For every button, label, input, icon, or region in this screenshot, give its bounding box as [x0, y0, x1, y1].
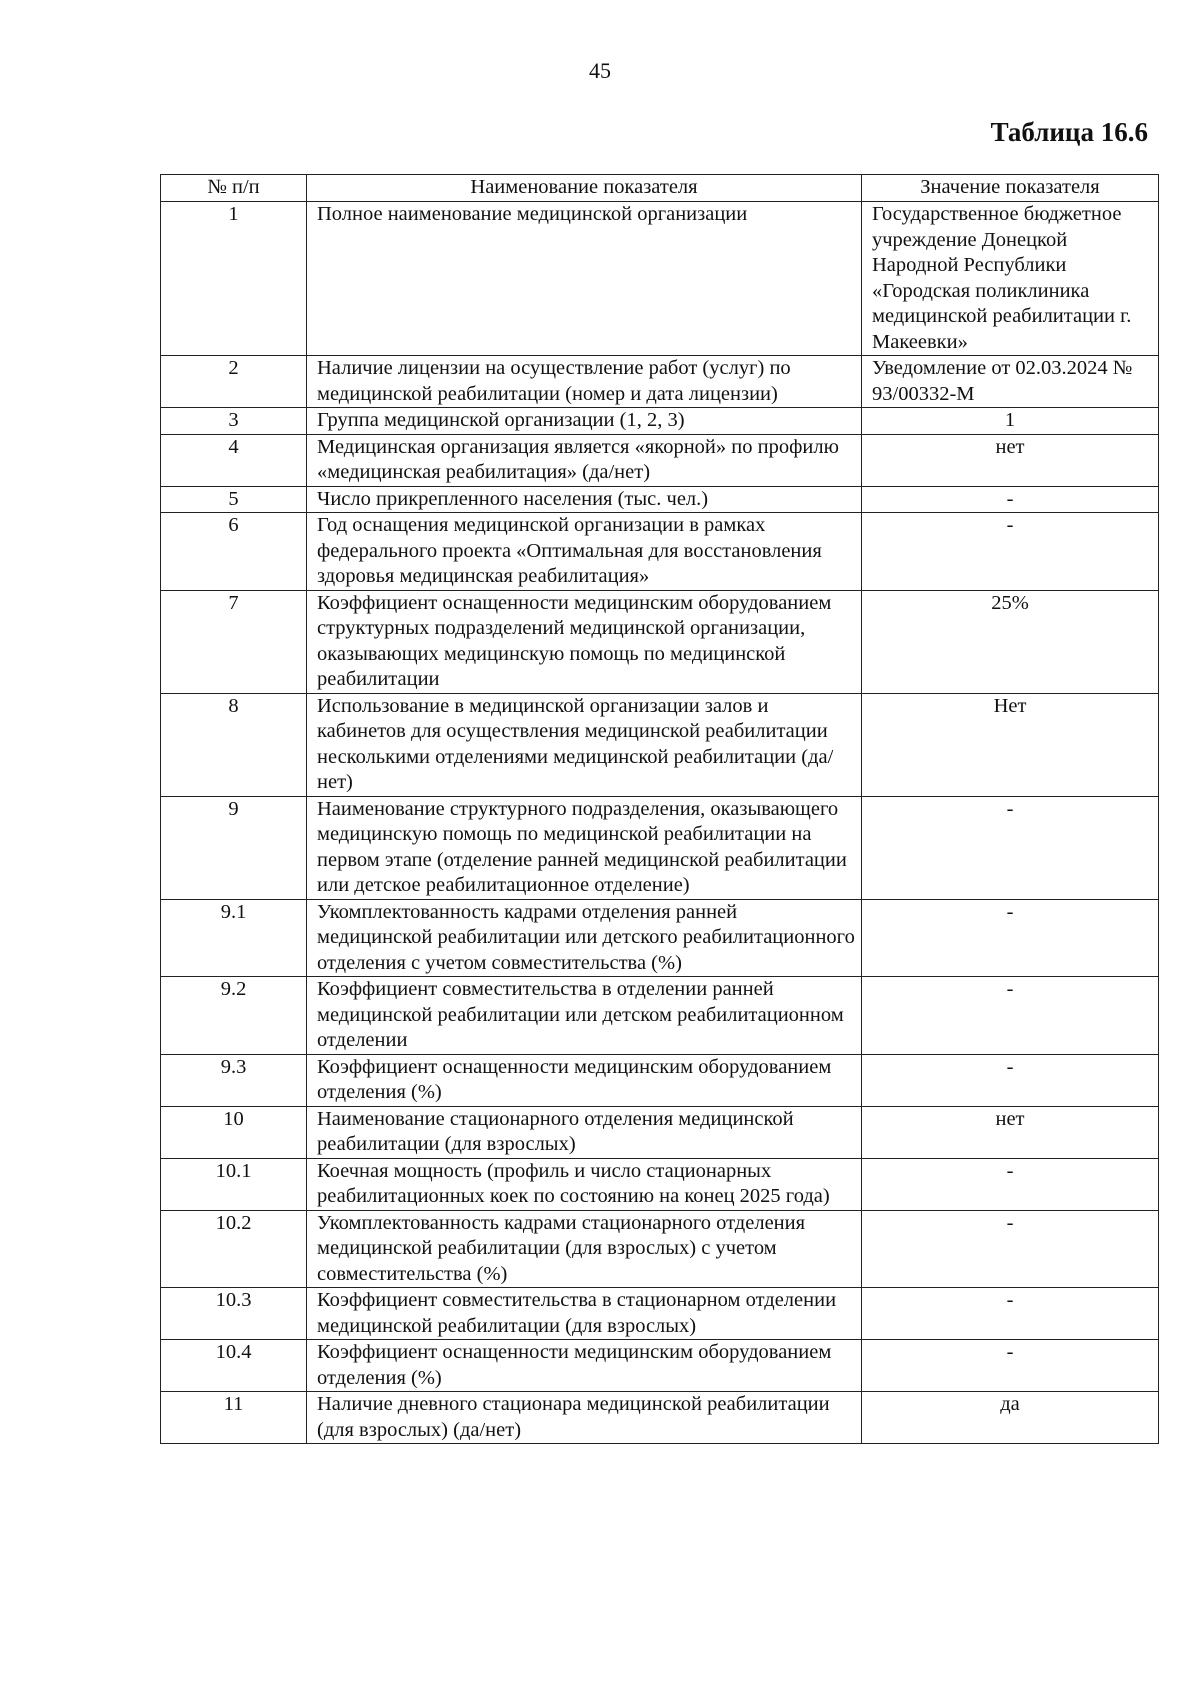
- row-number: 10.3: [161, 1288, 307, 1340]
- row-number: 10: [161, 1106, 307, 1158]
- table-row: [161, 434, 1159, 486]
- table-row: [161, 1392, 1159, 1444]
- row-number: 4: [161, 434, 307, 486]
- row-indicator-value: -: [862, 1340, 1159, 1392]
- table-row: [161, 1340, 1159, 1392]
- row-indicator-value: да: [862, 1392, 1159, 1444]
- row-indicator-value: -: [862, 486, 1159, 513]
- row-number: 9.2: [161, 977, 307, 1055]
- table-row: [161, 408, 1159, 435]
- header-number: № п/п: [161, 175, 307, 202]
- row-number: 1: [161, 202, 307, 356]
- row-indicator-name: Коэффициент оснащенности медицинским оборудованием структурных подразделений медицинской организации, оказывающих медицинскую помощь по медицинской реабилитации: [307, 590, 862, 693]
- row-indicator-name: Наличие дневного стационара медицинской реабилитации (для взрослых) (да/нет): [307, 1392, 862, 1444]
- indicator-table: [160, 174, 1159, 1444]
- row-indicator-value: -: [862, 977, 1159, 1055]
- row-indicator-value: -: [862, 899, 1159, 977]
- row-number: 7: [161, 590, 307, 693]
- row-indicator-value: нет: [862, 1106, 1159, 1158]
- table-row: [161, 202, 1159, 356]
- page-number: 45: [589, 58, 611, 83]
- row-indicator-value: Уведомление от 02.03.2024 № 93/00332-М: [862, 356, 1159, 408]
- row-indicator-value: -: [862, 1210, 1159, 1288]
- table-row: [161, 693, 1159, 796]
- row-indicator-value: -: [862, 1054, 1159, 1106]
- table-row: [161, 486, 1159, 513]
- row-indicator-name: Коэффициент совместительства в стационарном отделении медицинской реабилитации (для взрослых): [307, 1288, 862, 1340]
- row-indicator-value: Государственное бюджетное учреждение Донецкой Народной Республики «Городская поликлиника медицинской реабилитации г. Макеевки»: [862, 202, 1159, 356]
- row-indicator-name: Год оснащения медицинской организации в рамках федерального проекта «Оптимальная для восстановления здоровья медицинская реабилитация»: [307, 513, 862, 591]
- header-indicator-value: Значение показателя: [862, 175, 1159, 202]
- row-indicator-value: 25%: [862, 590, 1159, 693]
- row-indicator-value: -: [862, 796, 1159, 899]
- table-row: [161, 796, 1159, 899]
- row-indicator-value: нет: [862, 434, 1159, 486]
- table-row: [161, 590, 1159, 693]
- table-header-row: [161, 175, 1159, 202]
- row-number: 9.1: [161, 899, 307, 977]
- table-row: [161, 1158, 1159, 1210]
- row-indicator-name: Наименование стационарного отделения медицинской реабилитации (для взрослых): [307, 1106, 862, 1158]
- row-number: 10.4: [161, 1340, 307, 1392]
- row-number: 11: [161, 1392, 307, 1444]
- table-row: [161, 899, 1159, 977]
- table-caption: Таблица 16.6: [990, 117, 1148, 147]
- table-row: [161, 1288, 1159, 1340]
- table-row: [161, 1106, 1159, 1158]
- row-number: 10.1: [161, 1158, 307, 1210]
- row-indicator-value: 1: [862, 408, 1159, 435]
- row-indicator-value: -: [862, 1288, 1159, 1340]
- row-number: 2: [161, 356, 307, 408]
- row-number: 9.3: [161, 1054, 307, 1106]
- table-row: [161, 356, 1159, 408]
- row-indicator-name: Укомплектованность кадрами отделения ранней медицинской реабилитации или детского реабилитационного отделения с учетом совместительства (%): [307, 899, 862, 977]
- row-indicator-name: Коэффициент оснащенности медицинским оборудованием отделения (%): [307, 1340, 862, 1392]
- row-indicator-value: Нет: [862, 693, 1159, 796]
- row-indicator-name: Группа медицинской организации (1, 2, 3): [307, 408, 862, 435]
- row-indicator-name: Коечная мощность (профиль и число стационарных реабилитационных коек по состоянию на конец 2025 года): [307, 1158, 862, 1210]
- row-indicator-name: Коэффициент совместительства в отделении ранней медицинской реабилитации или детском реабилитационном отделении: [307, 977, 862, 1055]
- row-indicator-name: Коэффициент оснащенности медицинским оборудованием отделения (%): [307, 1054, 862, 1106]
- header-indicator-name: Наименование показателя: [307, 175, 862, 202]
- row-indicator-name: Число прикрепленного населения (тыс. чел.): [307, 486, 862, 513]
- row-number: 3: [161, 408, 307, 435]
- row-number: 5: [161, 486, 307, 513]
- table-row: [161, 1054, 1159, 1106]
- row-indicator-value: -: [862, 513, 1159, 591]
- row-indicator-name: Наличие лицензии на осуществление работ (услуг) по медицинской реабилитации (номер и дата лицензии): [307, 356, 862, 408]
- row-indicator-value: -: [862, 1158, 1159, 1210]
- table-row: [161, 1210, 1159, 1288]
- row-indicator-name: Медицинская организация является «якорной» по профилю «медицинская реабилитация» (да/нет): [307, 434, 862, 486]
- row-number: 8: [161, 693, 307, 796]
- row-indicator-name: Использование в медицинской организации залов и кабинетов для осуществления медицинской реабилитации несколькими отделениями медицинской реабилитации (да/нет): [307, 693, 862, 796]
- row-indicator-name: Укомплектованность кадрами стационарного отделения медицинской реабилитации (для взрослых) с учетом совместительства (%): [307, 1210, 862, 1288]
- table-row: [161, 977, 1159, 1055]
- row-number: 6: [161, 513, 307, 591]
- row-indicator-name: Полное наименование медицинской организации: [307, 202, 862, 356]
- row-number: 9: [161, 796, 307, 899]
- table-row: [161, 513, 1159, 591]
- row-indicator-name: Наименование структурного подразделения, оказывающего медицинскую помощь по медицинской реабилитации на первом этапе (отделение ранней медицинской реабилитации или детское реабилитационное отделение): [307, 796, 862, 899]
- row-number: 10.2: [161, 1210, 307, 1288]
